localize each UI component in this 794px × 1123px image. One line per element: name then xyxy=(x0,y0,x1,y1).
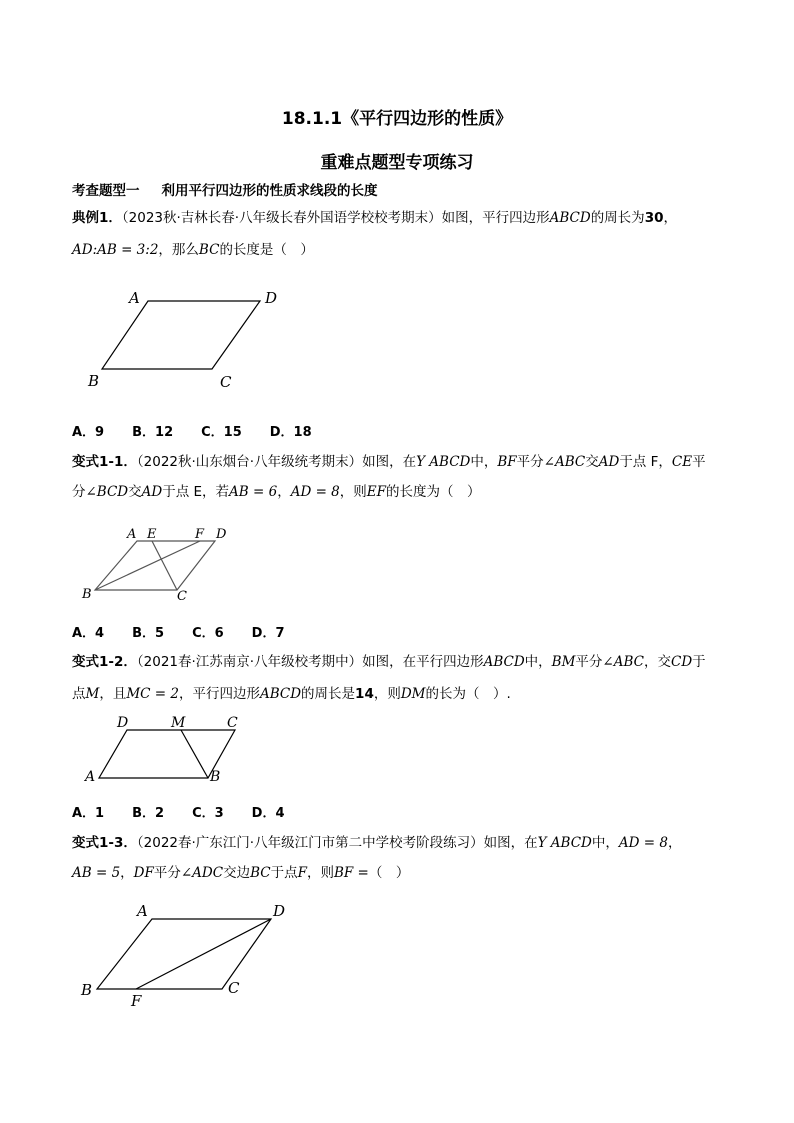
label-B: B xyxy=(82,587,92,602)
math: M xyxy=(85,686,100,702)
text: ，则 xyxy=(339,484,367,500)
parallelogram-abcd-4 xyxy=(97,919,271,989)
math: Y ABCD xyxy=(537,835,592,851)
segment-df xyxy=(136,919,271,989)
math: ABCD xyxy=(483,654,525,670)
label-B: B xyxy=(81,981,93,999)
option-d[interactable]: D．4 xyxy=(251,806,285,821)
parallelogram-abcd-2 xyxy=(95,541,215,590)
math: ∠ADC xyxy=(180,865,224,881)
problem-2-options xyxy=(72,622,313,641)
text: ， xyxy=(277,484,291,500)
text: 中， xyxy=(524,654,552,670)
label-C: C xyxy=(228,979,240,997)
page-title: 18.1.1《平行四边形的性质》 xyxy=(281,109,513,129)
option-b[interactable]: B．5 xyxy=(132,626,165,641)
section-label: 考查题型一 xyxy=(72,183,140,199)
math: BC xyxy=(250,865,271,881)
label-E: E xyxy=(147,527,157,542)
text: 如图，在平行四边形 xyxy=(362,654,484,670)
text: 如图，在 xyxy=(483,835,538,851)
label-A: A xyxy=(129,289,140,307)
math: DM xyxy=(400,686,426,702)
math: ABCD xyxy=(549,210,591,226)
text: 的周长为 xyxy=(590,210,645,226)
text: 的长为（ ）. xyxy=(425,686,511,702)
segment-ce xyxy=(152,541,177,590)
label-C: C xyxy=(177,589,187,604)
problem-tag: 变式1-2． xyxy=(72,654,137,670)
math: AB = 5 xyxy=(72,865,121,881)
text: 交 xyxy=(128,484,142,500)
text: 中， xyxy=(470,454,498,470)
figure-4 xyxy=(97,919,271,989)
problem-tag: 典例1． xyxy=(72,210,122,226)
text: 中， xyxy=(591,835,619,851)
math: AB = 6 xyxy=(229,484,278,500)
problem-4-line-1 xyxy=(72,833,681,853)
segment-bm xyxy=(181,730,208,778)
problem-source: （2022秋·山东烟台·八年级统考期末） xyxy=(136,454,363,470)
label-D: D xyxy=(265,289,278,307)
math: AD xyxy=(598,454,620,470)
problem-3-options xyxy=(72,802,313,821)
option-d[interactable]: D．18 xyxy=(269,425,312,440)
text: 平 xyxy=(692,454,706,470)
page-subtitle: 重难点题型专项练习 xyxy=(320,153,474,173)
parallelogram-abcd xyxy=(102,301,260,369)
label-B: B xyxy=(210,769,221,785)
math: CE xyxy=(671,454,693,470)
label-C: C xyxy=(227,715,238,731)
text: 平分 xyxy=(153,865,181,881)
math: Y ABCD xyxy=(416,454,471,470)
text: 点 xyxy=(72,686,86,702)
math: AD = 8 xyxy=(618,835,668,851)
problem-2-line-2 xyxy=(72,482,481,502)
problem-source: （2023秋·吉林长春·八年级长春外国语学校校考期末） xyxy=(121,210,442,226)
number: 14 xyxy=(355,686,374,702)
problem-tag: 变式1-1． xyxy=(72,454,137,470)
label-C: C xyxy=(220,373,232,391)
problem-4-line-2 xyxy=(72,863,409,883)
problem-1-options xyxy=(72,421,340,440)
math: MC = 2 xyxy=(126,686,179,702)
math: ∠ABC xyxy=(543,454,586,470)
text: 如图，在 xyxy=(362,454,417,470)
label-D: D xyxy=(273,902,286,920)
text: ， xyxy=(667,835,682,851)
label-A: A xyxy=(137,902,148,920)
text: ，交 xyxy=(643,654,671,670)
segment-bf xyxy=(95,541,200,590)
text: ，平行四边形 xyxy=(178,686,260,702)
text: ，则 xyxy=(373,686,401,702)
text: 交边 xyxy=(223,865,251,881)
math: ∠ABC xyxy=(602,654,644,670)
option-a[interactable]: A．9 xyxy=(72,425,105,440)
problem-2-line-1 xyxy=(72,452,706,472)
math: AD = 8 xyxy=(290,484,340,500)
text: 的长度是（ ） xyxy=(219,242,314,258)
text: 平分 xyxy=(575,654,603,670)
problem-3-line-1 xyxy=(72,652,706,672)
option-d[interactable]: D．7 xyxy=(251,626,285,641)
math: CD xyxy=(670,654,693,670)
problem-source: （2021春·江苏南京·八年级校考期中） xyxy=(136,654,363,670)
math: DF xyxy=(133,865,154,881)
label-F: F xyxy=(131,992,142,1010)
text: 的周长是 xyxy=(301,686,356,702)
math: AD xyxy=(141,484,163,500)
option-c[interactable]: C．6 xyxy=(192,626,224,641)
label-D: D xyxy=(216,527,227,542)
text: 的长度为（ ） xyxy=(386,484,481,500)
label-D: D xyxy=(117,715,129,731)
text: 于点 E，若 xyxy=(162,484,230,500)
problem-3-line-2 xyxy=(72,684,511,704)
math: F xyxy=(297,865,307,881)
math: ABCD xyxy=(259,686,302,702)
option-a[interactable]: A．1 xyxy=(72,806,105,821)
math: EF xyxy=(366,484,386,500)
text: 于 xyxy=(692,654,706,670)
label-A: A xyxy=(85,769,96,785)
label-M: M xyxy=(171,715,186,731)
section-text: 利用平行四边形的性质求线段的长度 xyxy=(161,183,378,199)
text: 于点 F， xyxy=(619,454,672,470)
math: BM xyxy=(551,654,576,670)
text: ，且 xyxy=(99,686,127,702)
text: ，则 xyxy=(306,865,334,881)
text: 如图，平行四边形 xyxy=(441,210,550,226)
text: ， xyxy=(120,865,134,881)
label-B: B xyxy=(88,372,100,390)
math: AD:AB = 3:2 xyxy=(72,242,159,258)
option-c[interactable]: C．15 xyxy=(201,425,242,440)
label-A: A xyxy=(127,527,137,542)
math: BF = xyxy=(333,865,369,881)
problem-tag: 变式1-3． xyxy=(72,835,137,851)
label-F: F xyxy=(195,527,205,542)
problem-source: （2022春·广东江门·八年级江门市第二中学校考阶段练习） xyxy=(136,835,484,851)
text: 交 xyxy=(585,454,599,470)
option-a[interactable]: A．4 xyxy=(72,626,105,641)
option-b[interactable]: B．2 xyxy=(132,806,165,821)
math: BF xyxy=(497,454,517,470)
text: （ ） xyxy=(368,865,410,881)
figure-2 xyxy=(95,541,215,590)
option-b[interactable]: B．12 xyxy=(132,425,174,440)
text: 平分 xyxy=(516,454,544,470)
text: 于点 xyxy=(270,865,298,881)
text: ， xyxy=(663,210,677,226)
number: 30 xyxy=(644,210,664,226)
text: ，那么 xyxy=(158,242,199,258)
text: 分 xyxy=(72,484,86,500)
option-c[interactable]: C．3 xyxy=(192,806,224,821)
math: BC xyxy=(198,242,220,258)
math: ∠BCD xyxy=(85,484,129,500)
